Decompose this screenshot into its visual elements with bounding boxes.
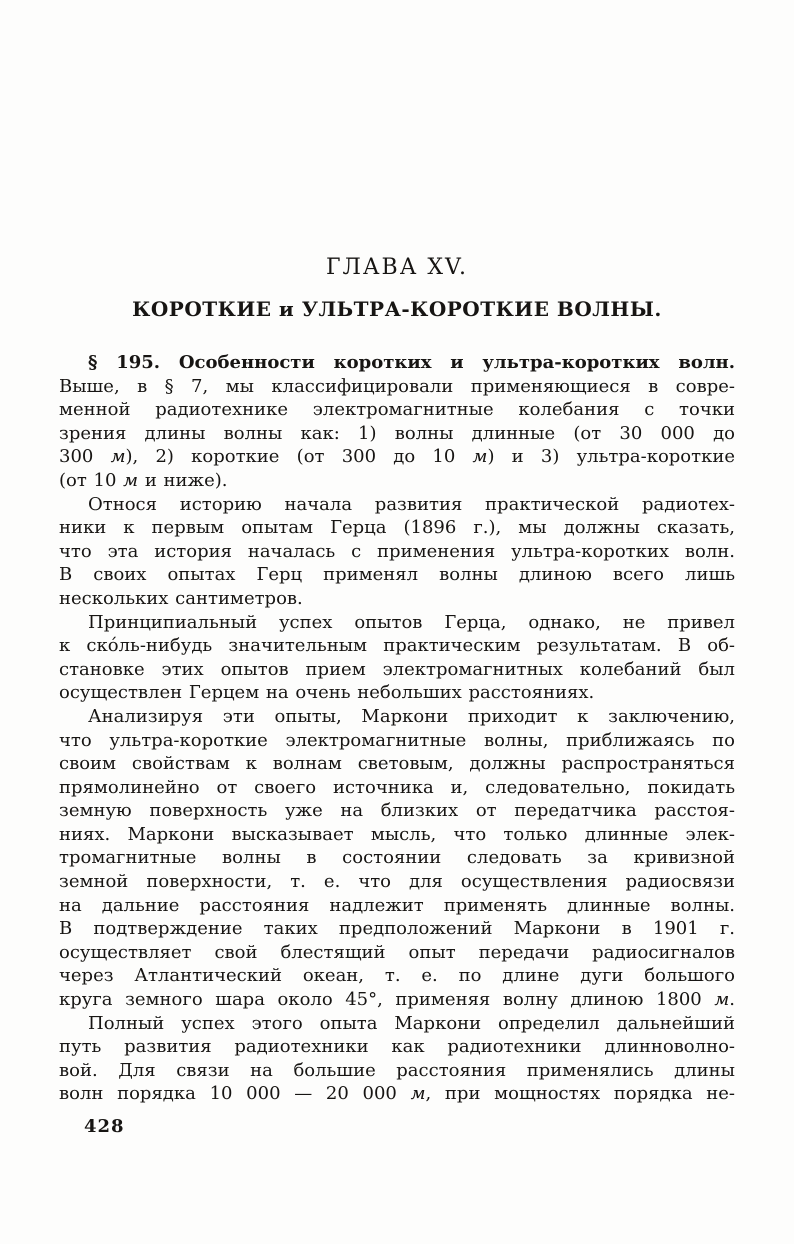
text-line <box>59 351 735 375</box>
text-segment: зрения длины волны как: 1) волны длинные (от 30 000 до <box>59 422 735 444</box>
text-segment: В подтверждение таких предположений Маркони в 1901 г. <box>59 918 735 940</box>
text-segment: (от 10 <box>59 469 124 491</box>
text-segment: круга земного шара около 45°, применяя волну длиною 1800 <box>59 989 715 1011</box>
text-segment: Относя историю начала развития практической радиотех- <box>88 493 735 515</box>
text-segment: 300 <box>59 446 111 468</box>
text-segment: ники к первым опытам Герца (1896 г.), мы должны сказать, <box>59 517 735 539</box>
text-segment: что ультра-короткие электромагнитные волны, приближаясь по <box>59 729 735 751</box>
text-segment: вой. Для связи на большие расстояния применялись длины <box>59 1059 735 1081</box>
text-segment: Полный успех этого опыта Маркони определил дальнейший <box>88 1012 735 1034</box>
text-line <box>59 729 735 753</box>
paragraph <box>59 493 735 611</box>
paragraph <box>59 351 735 493</box>
text-segment: волн порядка 10 000 — 20 000 <box>59 1083 411 1105</box>
text-line <box>59 705 735 729</box>
text-line <box>59 752 735 776</box>
section-title: КОРОТКИЕ и УЛЬТРА-КОРОТКИЕ ВОЛНЫ. <box>132 297 662 321</box>
italic-text-segment: м <box>714 989 730 1011</box>
text-segment: своим свойствам к волнам световым, должны распространяться <box>59 753 735 775</box>
paragraph <box>59 611 735 705</box>
text-line <box>59 540 735 564</box>
text-segment: к ско́ль-нибудь значительным практическим результатам. В об- <box>59 635 735 657</box>
text-segment: на дальние расстояния надлежит применять длинные волны. <box>59 894 735 916</box>
text-segment: Анализируя эти опыты, Маркони приходит к заключению, <box>88 705 735 727</box>
text-segment: ), 2) короткие (от 300 до 10 <box>125 446 473 468</box>
text-segment: менной радиотехнике электромагнитные колебания с точки <box>59 399 735 421</box>
text-line <box>59 776 735 800</box>
text-segment: тромагнитные волны в состоянии следовать за кривизной <box>59 847 735 869</box>
text-line <box>59 516 735 540</box>
paragraph <box>59 705 735 1012</box>
text-line <box>59 422 735 446</box>
text-line <box>59 375 735 399</box>
text-segment: Выше, в § 7, мы классифицировали применяющиеся в совре- <box>59 375 735 397</box>
text-line <box>59 917 735 941</box>
text-segment: . <box>729 989 735 1011</box>
text-segment: становке этих опытов прием электромагнитных колебаний был <box>59 658 735 680</box>
text-segment: осуществлен Герцем на очень небольших расстояниях. <box>59 682 595 704</box>
text-segment: ) и 3) ультра-короткие <box>487 446 736 468</box>
text-line <box>59 469 735 493</box>
text-line <box>59 493 735 517</box>
text-line <box>59 1035 735 1059</box>
text-segment: через Атлантический океан, т. е. по длине дуги большого <box>59 965 735 987</box>
italic-text-segment: м <box>123 469 139 491</box>
page-number: 428 <box>84 1116 125 1137</box>
text-line <box>59 658 735 682</box>
italic-text-segment: м <box>110 446 126 468</box>
text-segment: осуществляет свой блестящий опыт передачи радиосигналов <box>59 941 735 963</box>
text-segment: земной поверхности, т. е. что для осуществления радиосвязи <box>59 871 735 893</box>
text-line <box>59 870 735 894</box>
bold-text-segment: § 195. Особенности коротких и ультра-коротких волн. <box>88 352 735 373</box>
text-line <box>59 964 735 988</box>
text-line <box>59 587 735 611</box>
text-line <box>59 988 735 1012</box>
text-line <box>59 823 735 847</box>
text-line <box>59 611 735 635</box>
text-segment: , при мощностях порядка не- <box>425 1083 735 1105</box>
text-line <box>59 445 735 469</box>
text-segment: земную поверхность уже на близких от передатчика расстоя- <box>59 800 735 822</box>
text-segment: В своих опытах Герц применял волны длиною всего лишь <box>59 564 735 586</box>
text-segment: нескольких сантиметров. <box>59 587 303 609</box>
text-segment: ниях. Маркони высказывает мысль, что только длинные элек- <box>59 823 735 845</box>
text-segment: и ниже). <box>138 469 228 491</box>
text-block <box>59 351 735 1106</box>
text-line <box>59 1059 735 1083</box>
text-segment: прямолинейно от своего источника и, следовательно, покидать <box>59 776 735 798</box>
text-line <box>59 681 735 705</box>
text-line <box>59 1012 735 1036</box>
text-segment: Принципиальный успех опытов Герца, однако, не привел <box>88 611 735 633</box>
text-line <box>59 563 735 587</box>
text-segment: что эта история началась с применения ультра-коротких волн. <box>59 540 735 562</box>
italic-text-segment: м <box>472 446 488 468</box>
text-segment: путь развития радиотехники как радиотехники длинноволно- <box>59 1036 735 1058</box>
text-line <box>59 1082 735 1106</box>
text-line <box>59 398 735 422</box>
italic-text-segment: м <box>410 1083 426 1105</box>
text-line <box>59 634 735 658</box>
text-line <box>59 894 735 918</box>
text-line <box>59 799 735 823</box>
chapter-title: ГЛАВА XV. <box>325 255 469 280</box>
text-line <box>59 846 735 870</box>
text-line <box>59 941 735 965</box>
paragraph <box>59 1012 735 1106</box>
